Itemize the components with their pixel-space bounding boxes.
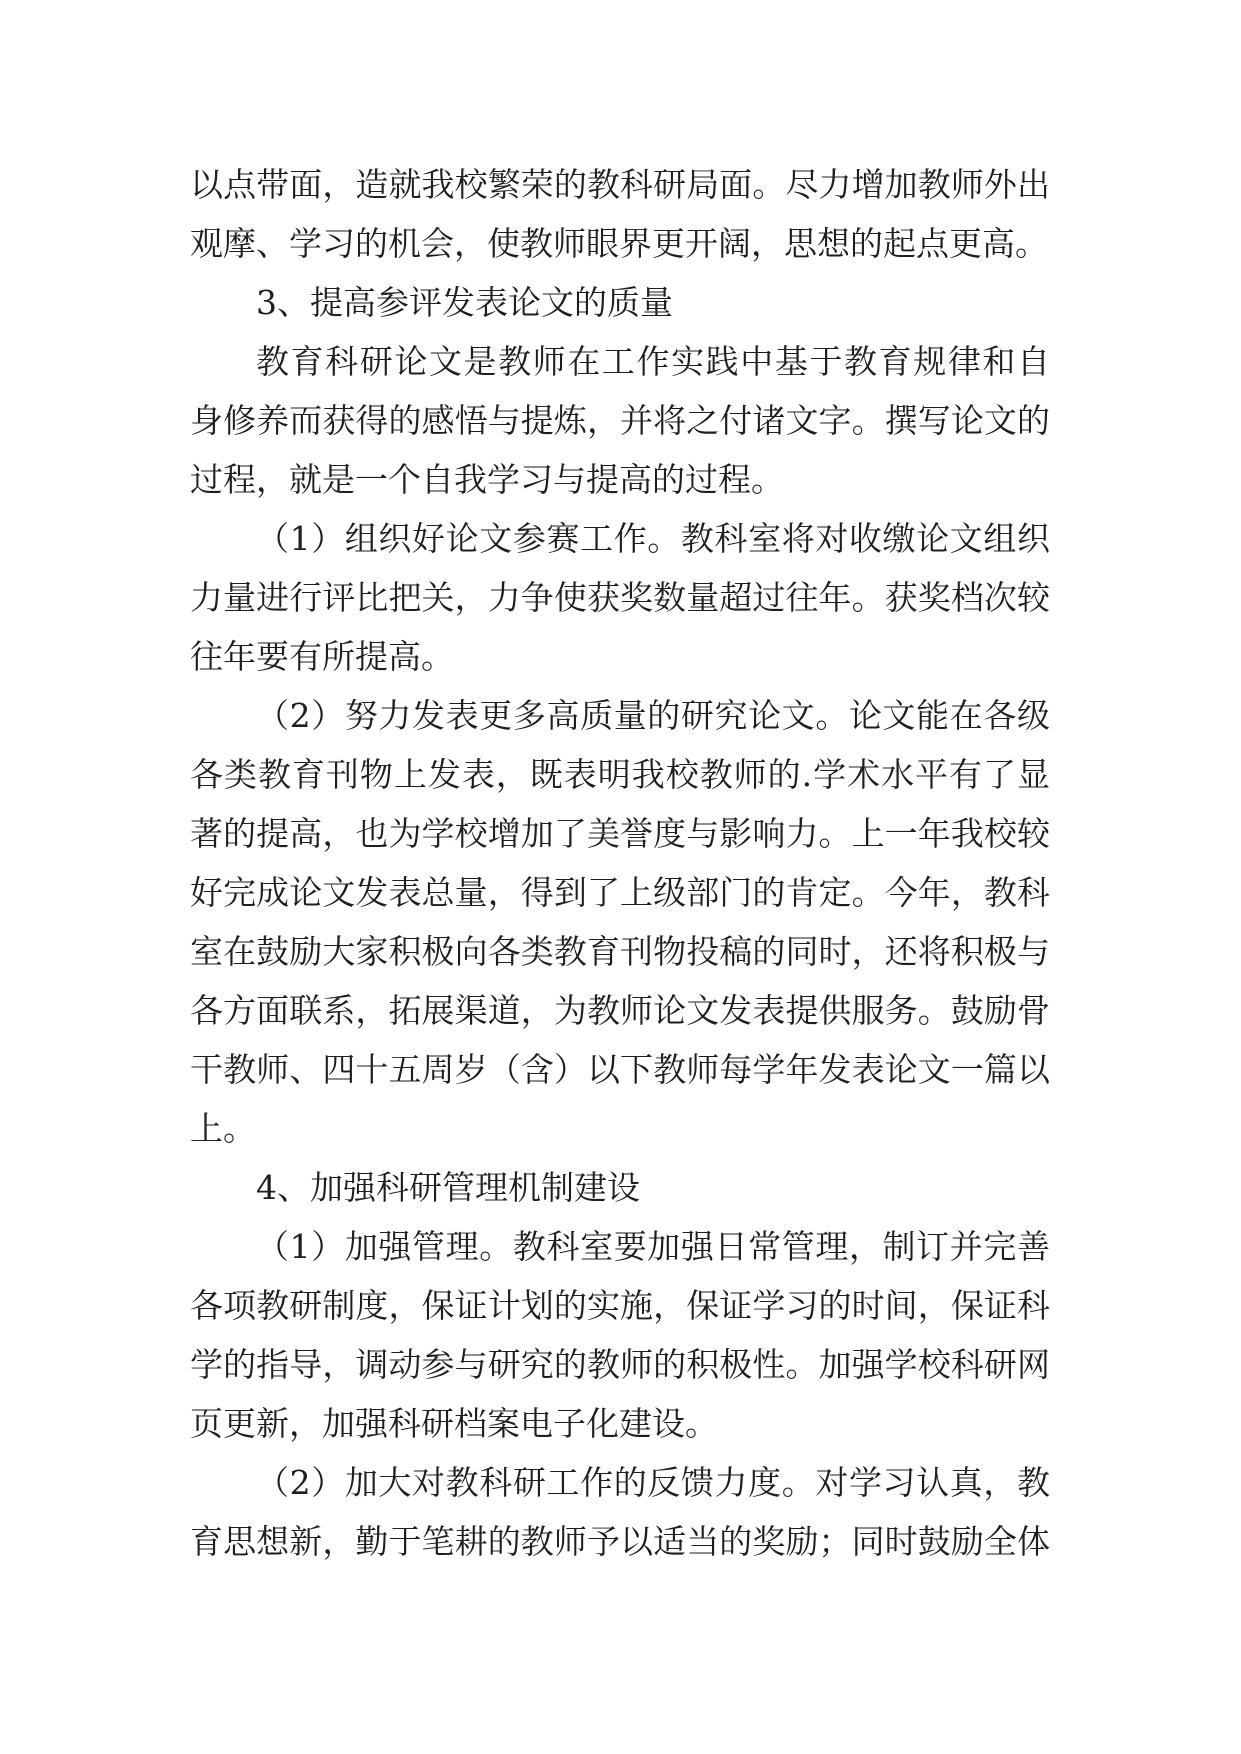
paragraph-line: 以点带面，造就我校繁荣的教科研局面。尽力增加教师外出 — [190, 165, 1050, 204]
paragraph-line: 观摩、学习的机会，使教师眼界更开阔，思想的起点更高。 — [190, 224, 1048, 263]
paragraph-line: 著的提高，也为学校增加了美誉度与影响力。上一年我校较 — [190, 814, 1050, 853]
paragraph-line: 上。 — [190, 1109, 256, 1148]
section-heading: 4、加强科研管理机制建设 — [256, 1168, 640, 1207]
document-body — [190, 155, 1050, 1571]
paragraph-line: 各方面联系，拓展渠道，为教师论文发表提供服务。鼓励骨 — [190, 991, 1050, 1030]
paragraph-line: 学的指导，调动参与研究的教师的积极性。加强学校科研网 — [190, 1345, 1050, 1384]
paragraph-line: 过程，就是一个自我学习与提高的过程。 — [190, 460, 784, 499]
paragraph-line: 身修养而获得的感悟与提炼，并将之付诸文字。撰写论文的 — [190, 401, 1050, 440]
paragraph-line: 好完成论文发表总量，得到了上级部门的肯定。今年，教科 — [190, 873, 1050, 912]
section-heading: 3、提高参评发表论文的质量 — [256, 283, 673, 322]
paragraph-line: （1）加强管理。教科室要加强日常管理，制订并完善 — [256, 1227, 1050, 1266]
paragraph-line: 力量进行评比把关，力争使获奖数量超过往年。获奖档次较 — [190, 578, 1050, 617]
paragraph-line: 室在鼓励大家积极向各类教育刊物投稿的同时，还将积极与 — [190, 932, 1050, 971]
paragraph-line: 页更新，加强科研档案电子化建设。 — [190, 1404, 718, 1443]
paragraph-line: （2）加大对教科研工作的反馈力度。对学习认真，教 — [256, 1463, 1050, 1502]
paragraph-line: （2）努力发表更多高质量的研究论文。论文能在各级 — [256, 696, 1050, 735]
paragraph-line: 育思想新，勤于笔耕的教师予以适当的奖励；同时鼓励全体 — [190, 1522, 1050, 1561]
paragraph-line: 往年要有所提高。 — [190, 637, 454, 676]
paragraph-line: 各类教育刊物上发表，既表明我校教师的.学术水平有了显 — [190, 755, 1050, 794]
paragraph-line: 各项教研制度，保证计划的实施，保证学习的时间，保证科 — [190, 1286, 1050, 1325]
paragraph-line: 教育科研论文是教师在工作实践中基于教育规律和自 — [256, 342, 1050, 381]
paragraph-line: 干教师、四十五周岁（含）以下教师每学年发表论文一篇以 — [190, 1050, 1050, 1089]
paragraph-line: （1）组织好论文参赛工作。教科室将对收缴论文组织 — [256, 519, 1050, 558]
